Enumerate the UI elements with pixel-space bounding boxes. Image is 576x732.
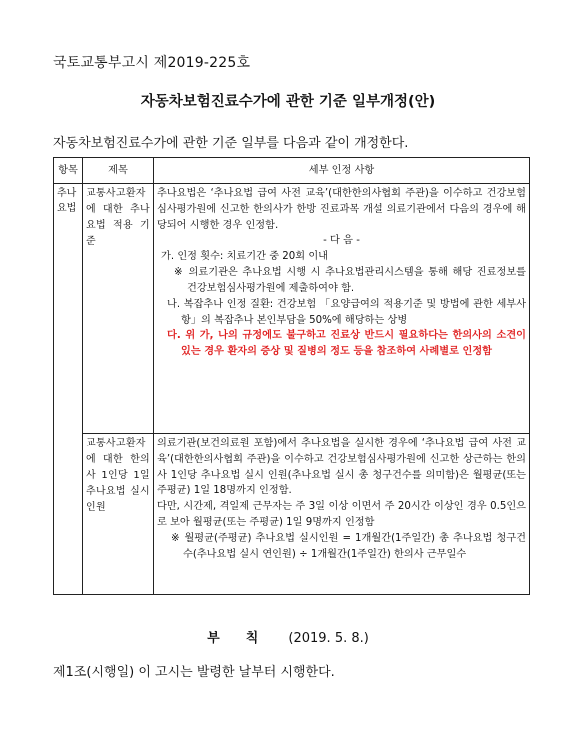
detail-line: 추나요법은 ‘추나요법 급여 사전 교육’(대한한의사협회 주관)을 이수하고 건강보험심사평가원에 신고한 한의사가 한방 진료과목 개설 의료기관에서 다음의 경우에 해당되어 시행한 경우 인정함. bbox=[157, 188, 526, 231]
detail-line: ※ 의료기관은 추나요법 시행 시 추나요법관리시스템을 통해 해당 진료정보를 건강보험심사평가원에 제출하여야 함. bbox=[174, 267, 526, 294]
intro-sentence: 자동차보험진료수가에 관한 기준 일부를 다음과 같이 개정한다. bbox=[53, 136, 409, 151]
item-cell-chuna: 추나요법 bbox=[54, 184, 83, 595]
header-item: 항목 bbox=[54, 158, 83, 184]
notice-number: 국토교통부고시 제2019-225호 bbox=[53, 55, 251, 71]
detail-line: 가. 인정 횟수: 치료기간 중 20회 이내 bbox=[161, 251, 328, 263]
detail-line-highlight: 다. 위 가, 나의 규정에도 불구하고 진료상 반드시 필요하다는 한의사의 소견이 있는 경우 환자의 증상 및 질병의 정도 등을 참조하여 사례별로 인정함 bbox=[167, 330, 526, 358]
table-row bbox=[54, 184, 530, 434]
document-title: 자동차보험진료수가에 관한 기준 일부개정(안) bbox=[140, 94, 436, 110]
annex-heading bbox=[0, 627, 576, 646]
header-subject: 제목 bbox=[83, 158, 154, 184]
article-1: 제1조(시행일) 이 고시는 발령한 날부터 시행한다. bbox=[53, 665, 335, 680]
detail-line: 나. 복잡추나 인정 질환: 건강보험 「요양급여의 적용기준 및 방법에 관한 세부사항」의 복잡추나 본인부담을 50%에 해당하는 상병 bbox=[167, 298, 526, 326]
annex-label: 부칙 bbox=[207, 631, 285, 646]
table-header-row bbox=[54, 158, 530, 184]
subject-cell: 교통사고환자에 대한 한의사 1인당 1일 추나요법 실시인원 bbox=[83, 434, 154, 595]
table-row bbox=[54, 434, 530, 595]
rules-table bbox=[53, 157, 530, 595]
detail-line: 다만, 시간제, 격일제 근무자는 주 3일 이상 이면서 주 20시간 이상인 경우 0.5인으로 보아 월평균(또는 주평균) 1일 9명까지 인정함 bbox=[157, 501, 526, 529]
detail-cell bbox=[154, 434, 530, 595]
detail-line: 의료기관(보건의료원 포함)에서 추나요법을 실시한 경우에 ‘추나요법 급여 사전 교육’(대한한의사협회 주관)을 이수하고 건강보험심사평가원에 신고한 상근하는 한의사 1인당 추나요법 실시 인원(추나요법 실시 총 청구건수를 의미함)은 월평균(또는 주평균) 1일 18명까지 인정함. bbox=[157, 438, 526, 497]
detail-line: - 다 음 - bbox=[323, 235, 360, 247]
header-detail: 세부 인정 사항 bbox=[154, 158, 530, 184]
subject-cell: 교통사고환자에 대한 추나요법 적용 기준 bbox=[83, 184, 154, 434]
detail-line: ※ 월평균(주평균) 추나요법 실시인원 = 1개월간(1주일간) 총 추나요법 청구건수(추나요법 실시 연인원) ÷ 1개월간(1주일간) 한의사 근무일수 bbox=[171, 532, 526, 560]
annex-date: (2019. 5. 8.) bbox=[288, 631, 369, 646]
detail-cell bbox=[154, 184, 530, 434]
